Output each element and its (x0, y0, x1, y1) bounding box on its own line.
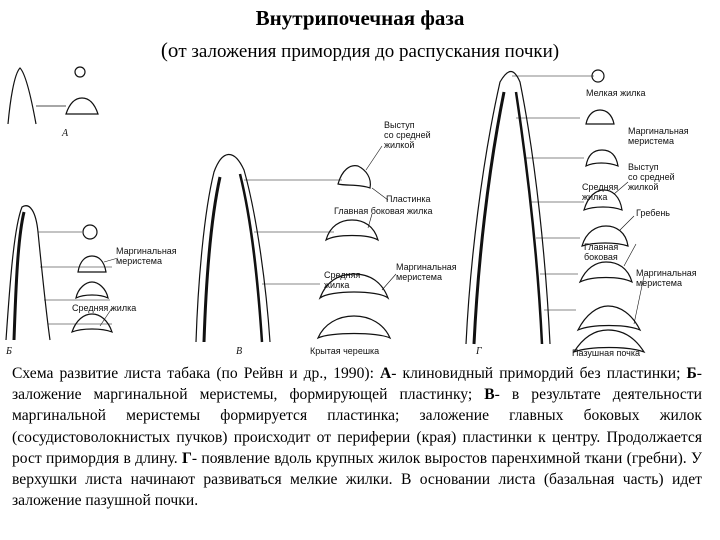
label-v-ledge (384, 120, 431, 150)
caption-part-5: - появление вдоль крупных жилок выростов паренхимной ткани (гребни). У верхушки листа начинают развиваться мелкие жилки. В основании листа (базальная часть) идет заложение пазушной почки. (12, 449, 702, 510)
caption-part-4: - в результате деятельности маргинальной меристемы формируется пластинка; заложение главных боковых жилок (сосудистоволокнистых пучков) происходит от периферии (края) пластинки к центру. Продолжается рост примордия в длину. (12, 386, 703, 467)
panel-v-pointer-marginal (382, 274, 396, 290)
label-line: Маргинальная (116, 246, 177, 256)
panel-g-leaf-edge-left (474, 92, 504, 344)
panel-g-section-3 (586, 150, 618, 166)
label-b-marginal (116, 246, 177, 266)
label-line: меристема (396, 272, 442, 282)
panel-a (8, 67, 98, 139)
caption-part-3: - заложение маргинальной меристемы, формирующей пластинку; (12, 365, 702, 404)
panel-g-pointer-ridge (620, 216, 634, 230)
label-line: Маргинальная (636, 268, 697, 278)
label-v-main-lateral (334, 206, 432, 216)
label-v-blade (386, 194, 431, 204)
label-line: жилкой (384, 140, 415, 150)
leaf-development-diagram (0, 62, 720, 362)
label-line: со средней (628, 172, 675, 182)
label-line: Мелкая жилка (586, 88, 646, 98)
page-title: Внутрипочечная фаза (255, 6, 465, 30)
panel-g-pointer-main (624, 244, 636, 266)
caption-part-2: - клиновидный примордий без пластинки; (391, 365, 687, 382)
caption-part-1: Схема развитие листа табака (по Рейвн и др., 1990): (12, 365, 380, 382)
caption-letter-v: В (484, 386, 495, 404)
panel-v-pointer-ledge (366, 146, 382, 170)
label-line: меристема (636, 278, 682, 288)
label-line: Главная (584, 242, 619, 252)
subtitle-rest: т заложения примордия до распускания почки) (178, 41, 560, 62)
panel-v-section-1 (338, 166, 370, 188)
caption-letter-g: Г (182, 449, 192, 467)
label-line: жилкой (628, 182, 659, 192)
diagram-svg (0, 62, 720, 362)
panel-g-section-7 (578, 306, 640, 330)
panel-b-section-2 (78, 256, 106, 272)
label-line: Выступ (384, 120, 415, 130)
label-line: Средняя (324, 270, 361, 280)
caption-letter-a: А (379, 365, 392, 382)
label-g-marginal2 (636, 268, 697, 288)
panel-g-letter: Г (476, 346, 482, 357)
panel-a-primordium (8, 68, 36, 124)
label-g-axillary (572, 348, 640, 358)
panel-v-section-4 (318, 316, 390, 338)
panel-g (466, 70, 644, 357)
panel-v-leaf-edge-left (204, 177, 220, 342)
page-subtitle (0, 38, 720, 63)
label-line: Средняя жилка (72, 303, 137, 313)
label-g-marginal (628, 126, 689, 146)
label-g-ledge (628, 162, 675, 192)
panel-g-section-6 (580, 262, 632, 282)
label-v-midrib (324, 270, 360, 290)
label-line: жилка (324, 280, 350, 290)
label-line: Средняя (582, 182, 619, 192)
panel-a-top-section (75, 67, 85, 77)
label-line: жилка (582, 192, 608, 202)
panel-g-section-2 (586, 110, 614, 124)
label-line: Маргинальная (628, 126, 689, 136)
label-line: Маргинальная (396, 262, 457, 272)
panel-v-letter: В (236, 346, 243, 357)
label-line: Выступ (628, 162, 659, 172)
label-line: боковая (584, 252, 618, 262)
label-b-midrib (72, 303, 136, 313)
caption-letter-b: Б (686, 365, 697, 382)
label-line: Крытая черешка (310, 346, 380, 356)
panel-b (5, 206, 118, 357)
label-g-ridge (636, 208, 670, 218)
panel-v-section-2 (326, 220, 378, 240)
label-line: Главная боковая жилка (334, 206, 433, 216)
figure-caption (12, 363, 702, 511)
panel-v (196, 146, 396, 357)
panel-b-letter: Б (6, 346, 12, 357)
label-v-covering (310, 346, 379, 356)
label-g-main-lateral (584, 242, 618, 262)
label-line: меристема (116, 256, 162, 266)
panel-b-section-3 (76, 282, 108, 298)
label-g-midrib (582, 182, 618, 202)
panel-g-leaf-outline (466, 72, 550, 345)
label-line: Гребень (636, 208, 670, 218)
subtitle-open: (о (160, 38, 179, 62)
label-v-marginal (396, 262, 457, 282)
panel-b-section-1 (83, 225, 97, 239)
label-line: Пластинка (386, 194, 431, 204)
panel-b-leaf-outline (6, 206, 50, 340)
panel-b-leaf-edge (14, 212, 24, 340)
label-g-small (586, 88, 646, 98)
panel-a-letter: А (62, 128, 69, 139)
label-line: меристема (628, 136, 674, 146)
label-line: со средней (384, 130, 431, 140)
panel-a-bottom-section (66, 98, 98, 114)
label-line: Пазушная почка (572, 348, 640, 358)
